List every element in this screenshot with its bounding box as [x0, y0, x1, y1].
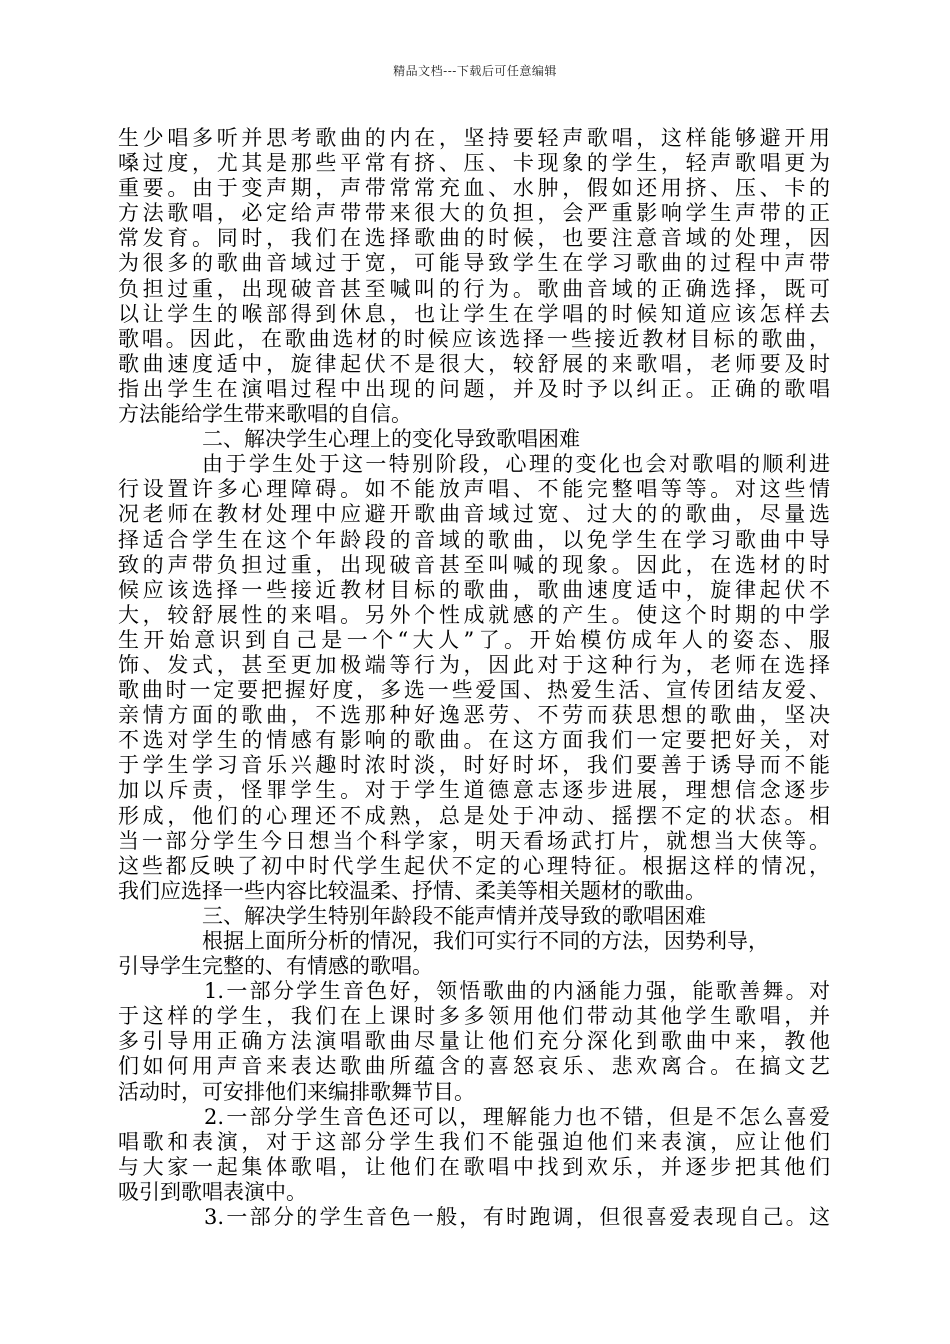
- text-line: 生开始意识到自己是一个“大人”了。开始模仿成年人的姿态、服: [118, 627, 830, 652]
- text-line: 们如何用声音来表达歌曲所蕴含的喜怒哀乐、悲欢离合。在搞文艺: [118, 1054, 830, 1079]
- text-line: 2.一部分学生音色还可以，理解能力也不错，但是不怎么喜爱: [204, 1104, 830, 1129]
- text-line: 致的声带负担过重，出现破音甚至叫喊的现象。因此，在选材的时: [118, 552, 830, 577]
- text-line: 歌唱。因此，在歌曲选材的时候应该选择一些接近教材目标的歌曲，: [118, 326, 830, 351]
- text-line: 不选对学生的情感有影响的歌曲。在这方面我们一定要把好关，对: [118, 728, 830, 753]
- text-line: 饰、发式，甚至更加极端等行为，因此对于这种行为，老师在选择: [118, 652, 830, 677]
- text-line: 负担过重，出现破音甚至喊叫的行为。歌曲音域的正确选择，既可: [118, 276, 830, 301]
- text-line: 歌曲时一定要把握好度，多选一些爱国、热爱生活、宣传团结友爱、: [118, 678, 830, 703]
- text-line: 当一部分学生今日想当个科学家，明天看场武打片，就想当大侠等。: [118, 828, 830, 853]
- text-line: 择适合学生在这个年龄段的音域的歌曲，以免学生在学习歌曲中导: [118, 527, 830, 552]
- text-line: 引导学生完整的、有情感的歌唱。: [118, 954, 433, 979]
- text-line: 大，较舒展性的来唱。另外个性成就感的产生。使这个时期的中学: [118, 602, 830, 627]
- text-line: 指出学生在演唱过程中出现的问题，并及时予以纠正。正确的歌唱: [118, 376, 830, 401]
- text-line: 生少唱多听并思考歌曲的内在，坚持要轻声歌唱，这样能够避开用: [118, 126, 830, 150]
- text-line: 嗓过度，尤其是那些平常有挤、压、卡现象的学生，轻声歌唱更为: [118, 151, 830, 176]
- text-line: 行设置许多心理障碍。如不能放声唱、不能完整唱等等。对这些情: [118, 477, 830, 502]
- text-line: 方法能给学生带来歌唱的自信。: [118, 402, 412, 427]
- text-line: 于学生学习音乐兴趣时浓时淡，时好时坏，我们要善于诱导而不能: [118, 753, 830, 778]
- text-line: 1.一部分学生音色好，领悟歌曲的内涵能力强，能歌善舞。对: [204, 979, 830, 1004]
- text-line: 亲情方面的歌曲，不选那种好逸恶劳、不劳而获思想的歌曲，坚决: [118, 703, 830, 728]
- text-line: 我们应选择一些内容比较温柔、抒情、柔美等相关题材的歌曲。: [118, 878, 706, 903]
- text-line: 候应该选择一些接近教材目标的歌曲，歌曲速度适中，旋律起伏不: [118, 577, 830, 602]
- text-line: 加以斥责，怪罪学生。对于学生道德意志逐步进展，理想信念逐步: [118, 778, 830, 803]
- text-line: 形成，他们的心理还不成熟，总是处于冲动、摇摆不定的状态。相: [118, 803, 830, 828]
- section-heading: 三、解决学生特别年龄段不能声情并茂导致的歌唱困难: [202, 903, 706, 928]
- text-line: 唱歌和表演，对于这部分学生我们不能强迫他们来表演，应让他们: [118, 1129, 830, 1154]
- page-header: 精品文档---下载后可任意编辑: [393, 64, 557, 78]
- text-line: 由于学生处于这一特别阶段，心理的变化也会对歌唱的顺利进: [202, 452, 830, 477]
- text-line: 以让学生的喉部得到休息，也让学生在学唱的时候知道应该怎样去: [118, 301, 830, 326]
- section-heading: 二、解决学生心理上的变化导致歌唱困难: [202, 427, 580, 452]
- text-line: 与大家一起集体歌唱，让他们在歌唱中找到欢乐，并逐步把其他们: [118, 1154, 830, 1179]
- text-line: 3.一部分的学生音色一般，有时跑调，但很喜爱表现自己。这: [204, 1205, 830, 1230]
- text-line: 多引导用正确方法演唱歌曲尽量让他们充分深化到歌曲中来，教他: [118, 1029, 830, 1054]
- document-body: [118, 126, 830, 1230]
- text-line: 为很多的歌曲音域过于宽，可能导致学生在学习歌曲的过程中声带: [118, 251, 830, 276]
- text-line: 根据上面所分析的情况，我们可实行不同的方法，因势利导，: [202, 929, 769, 953]
- text-line: 常发育。同时，我们在选择歌曲的时候，也要注意音域的处理，因: [118, 226, 830, 251]
- text-line: 于这样的学生，我们在上课时多多领用他们带动其他学生歌唱，并: [118, 1004, 830, 1029]
- text-line: 活动时，可安排他们来编排歌舞节目。: [118, 1079, 475, 1104]
- text-line: 这些都反映了初中时代学生起伏不定的心理特征。根据这样的情况，: [118, 853, 830, 878]
- text-line: 歌曲速度适中，旋律起伏不是很大，较舒展的来歌唱，老师要及时: [118, 351, 830, 376]
- text-line: 吸引到歌唱表演中。: [118, 1179, 307, 1204]
- text-line: 重要。由于变声期，声带常常充血、水肿，假如还用挤、压、卡的: [118, 176, 830, 201]
- text-line: 方法歌唱，必定给声带带来很大的负担，会严重影响学生声带的正: [118, 201, 830, 226]
- text-line: 况老师在教材处理中应避开歌曲音域过宽、过大的的歌曲，尽量选: [118, 502, 830, 527]
